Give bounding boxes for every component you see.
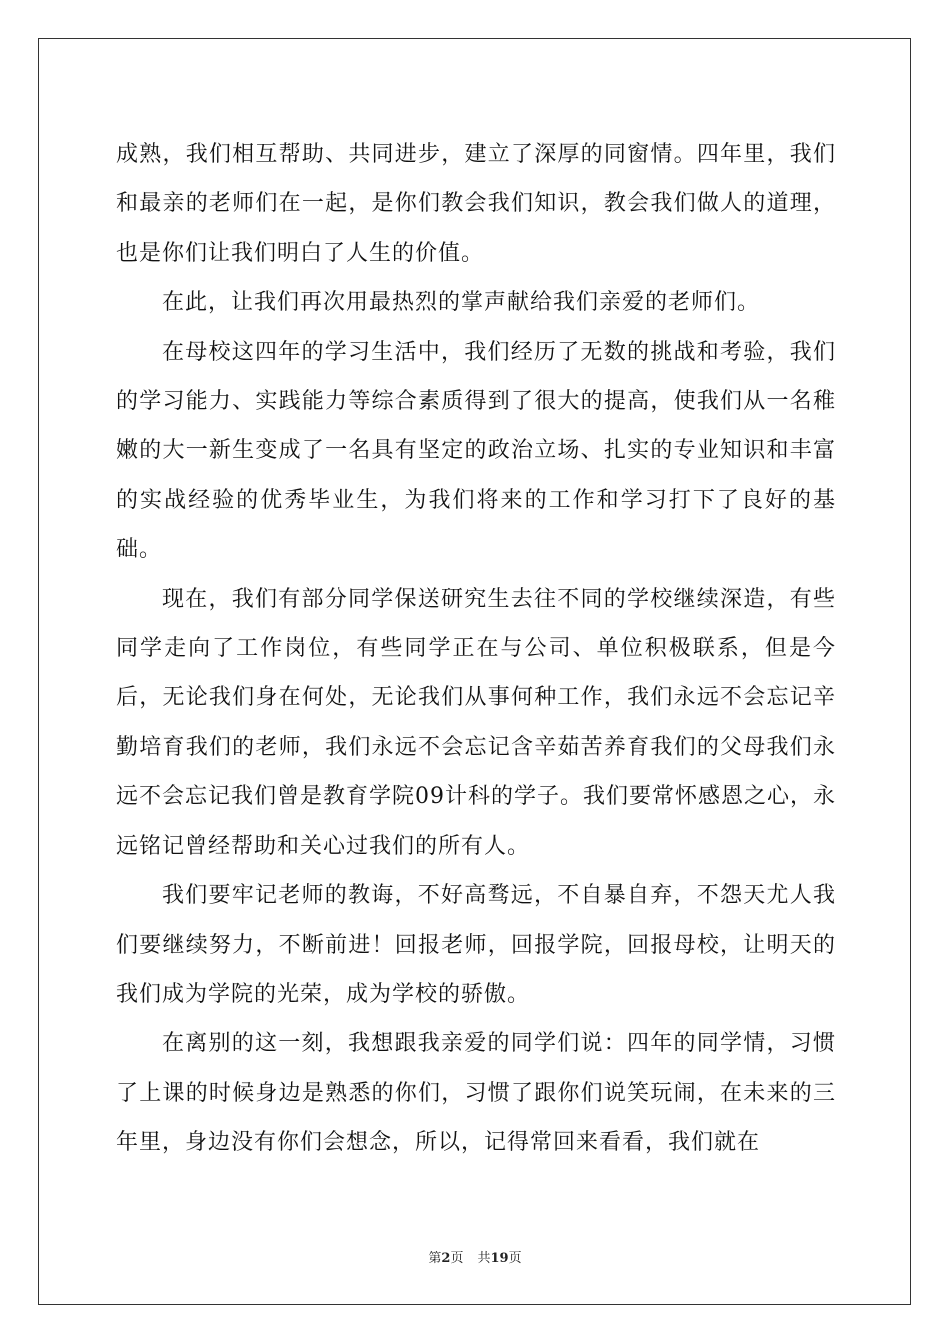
paragraph-4: 现在，我们有部分同学保送研究生去往不同的学校继续深造，有些同学走向了工作岗位，有些同学正在与公司、单位积极联系，但是今后，无论我们身在何处，无论我们从事何种工作，我们永远不会忘记辛勤培育我们的老师，我们永远不会忘记含辛茹苦养育我们的父母我们永远不会忘记我们曾是教育学院09计科的学子。我们要常怀感恩之心，永远铭记曾经帮助和关心过我们的所有人。 xyxy=(116,586,836,859)
page-prefix: 第 xyxy=(428,1251,442,1266)
document-body xyxy=(116,130,836,1168)
page-suffix: 页 xyxy=(450,1251,464,1266)
paragraph-1: 成熟，我们相互帮助、共同进步，建立了深厚的同窗情。四年里，我们和最亲的老师们在一起，是你们教会我们知识，教会我们做人的道理，也是你们让我们明白了人生的价值。 xyxy=(116,142,836,266)
paragraph-2: 在此，让我们再次用最热烈的掌声献给我们亲爱的老师们。 xyxy=(162,290,761,316)
page-footer xyxy=(0,1247,950,1266)
paragraph-5: 我们要牢记老师的教诲，不好高骛远，不自暴自弃，不怨天尤人我们要继续努力，不断前进！回报老师，回报学院，回报母校，让明天的我们成为学院的光荣，成为学校的骄傲。 xyxy=(116,883,836,1007)
total-suffix: 页 xyxy=(508,1251,522,1266)
total-page-count: 19 xyxy=(490,1251,509,1266)
paragraph-6: 在离别的这一刻，我想跟我亲爱的同学们说：四年的同学情，习惯了上课的时候身边是熟悉的你们，习惯了跟你们说笑玩闹，在未来的三年里，身边没有你们会想念，所以，记得常回来看看，我们就在 xyxy=(116,1031,836,1156)
paragraph-3: 在母校这四年的学习生活中，我们经历了无数的挑战和考验，我们的学习能力、实践能力等综合素质得到了很大的提高，使我们从一名稚嫩的大一新生变成了一名具有坚定的政治立场、扎实的专业知识和丰富的实战经验的优秀毕业生，为我们将来的工作和学习打下了良好的基础。 xyxy=(116,339,836,563)
current-page-number: 2 xyxy=(441,1251,451,1266)
total-prefix: 共 xyxy=(477,1251,491,1266)
